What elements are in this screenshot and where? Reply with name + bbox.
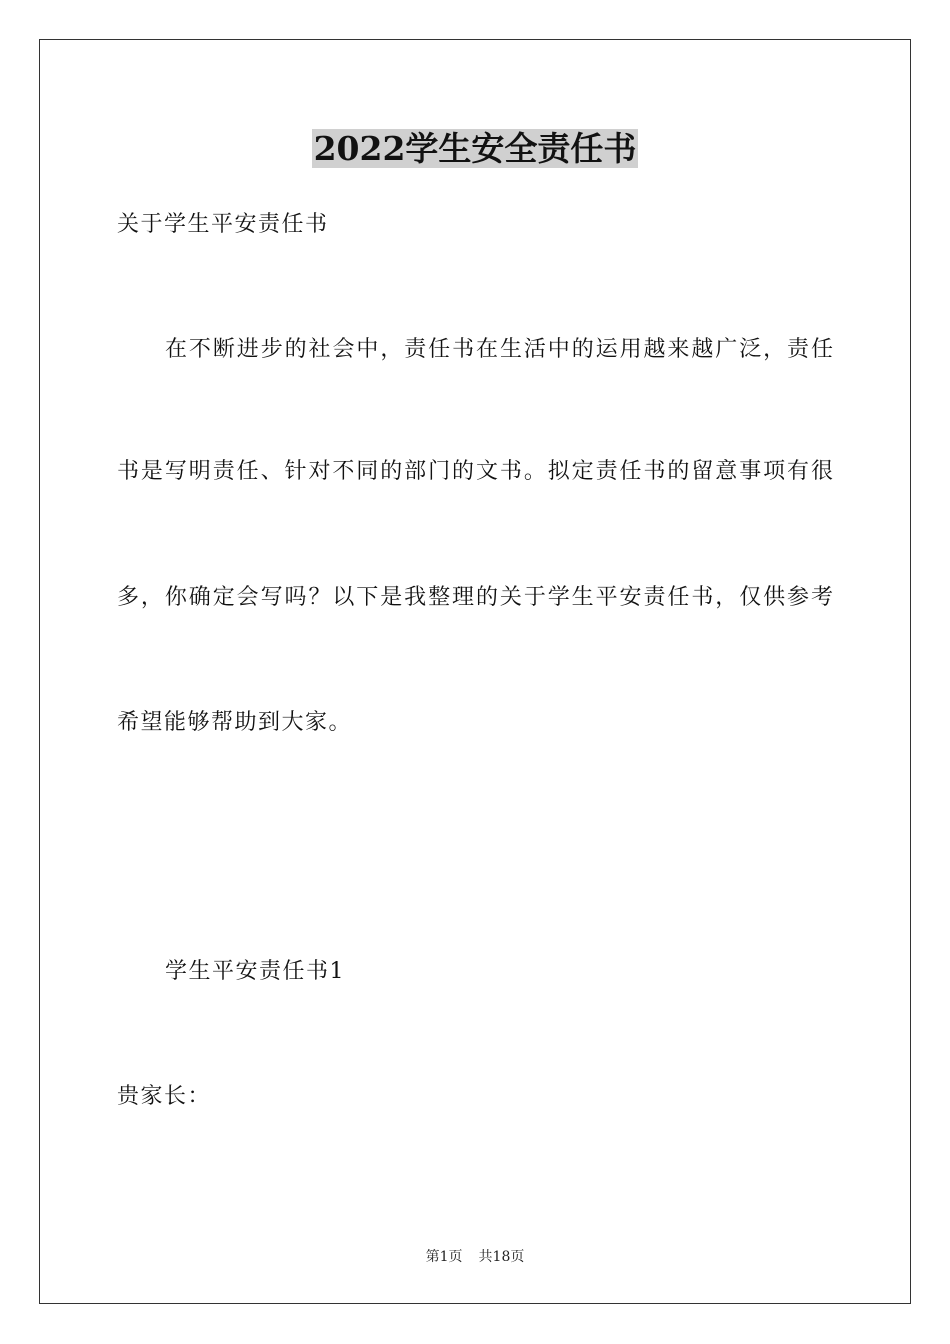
intro-line-2: 书是写明责任、针对不同的部门的文书。拟定责任书的留意事项有很 (117, 459, 833, 484)
salutation: 贵家长： (117, 1084, 212, 1109)
page-footer (0, 1248, 950, 1266)
intro-line-3: 多，你确定会写吗？以下是我整理的关于学生平安责任书，仅供参考 (117, 585, 833, 610)
section-heading: 学生平安责任书1 (165, 959, 345, 984)
intro-line-4: 希望能够帮助到大家。 (117, 710, 353, 735)
document-subtitle: 关于学生平安责任书 (117, 212, 329, 237)
document-title-text: 2022学生安全责任书 (313, 129, 637, 168)
page-number: 第1页 (425, 1249, 463, 1265)
page-total: 共18页 (478, 1249, 525, 1265)
intro-line-1: 在不断进步的社会中，责任书在生活中的运用越来越广泛，责任 (165, 337, 833, 362)
document-title (0, 126, 950, 172)
